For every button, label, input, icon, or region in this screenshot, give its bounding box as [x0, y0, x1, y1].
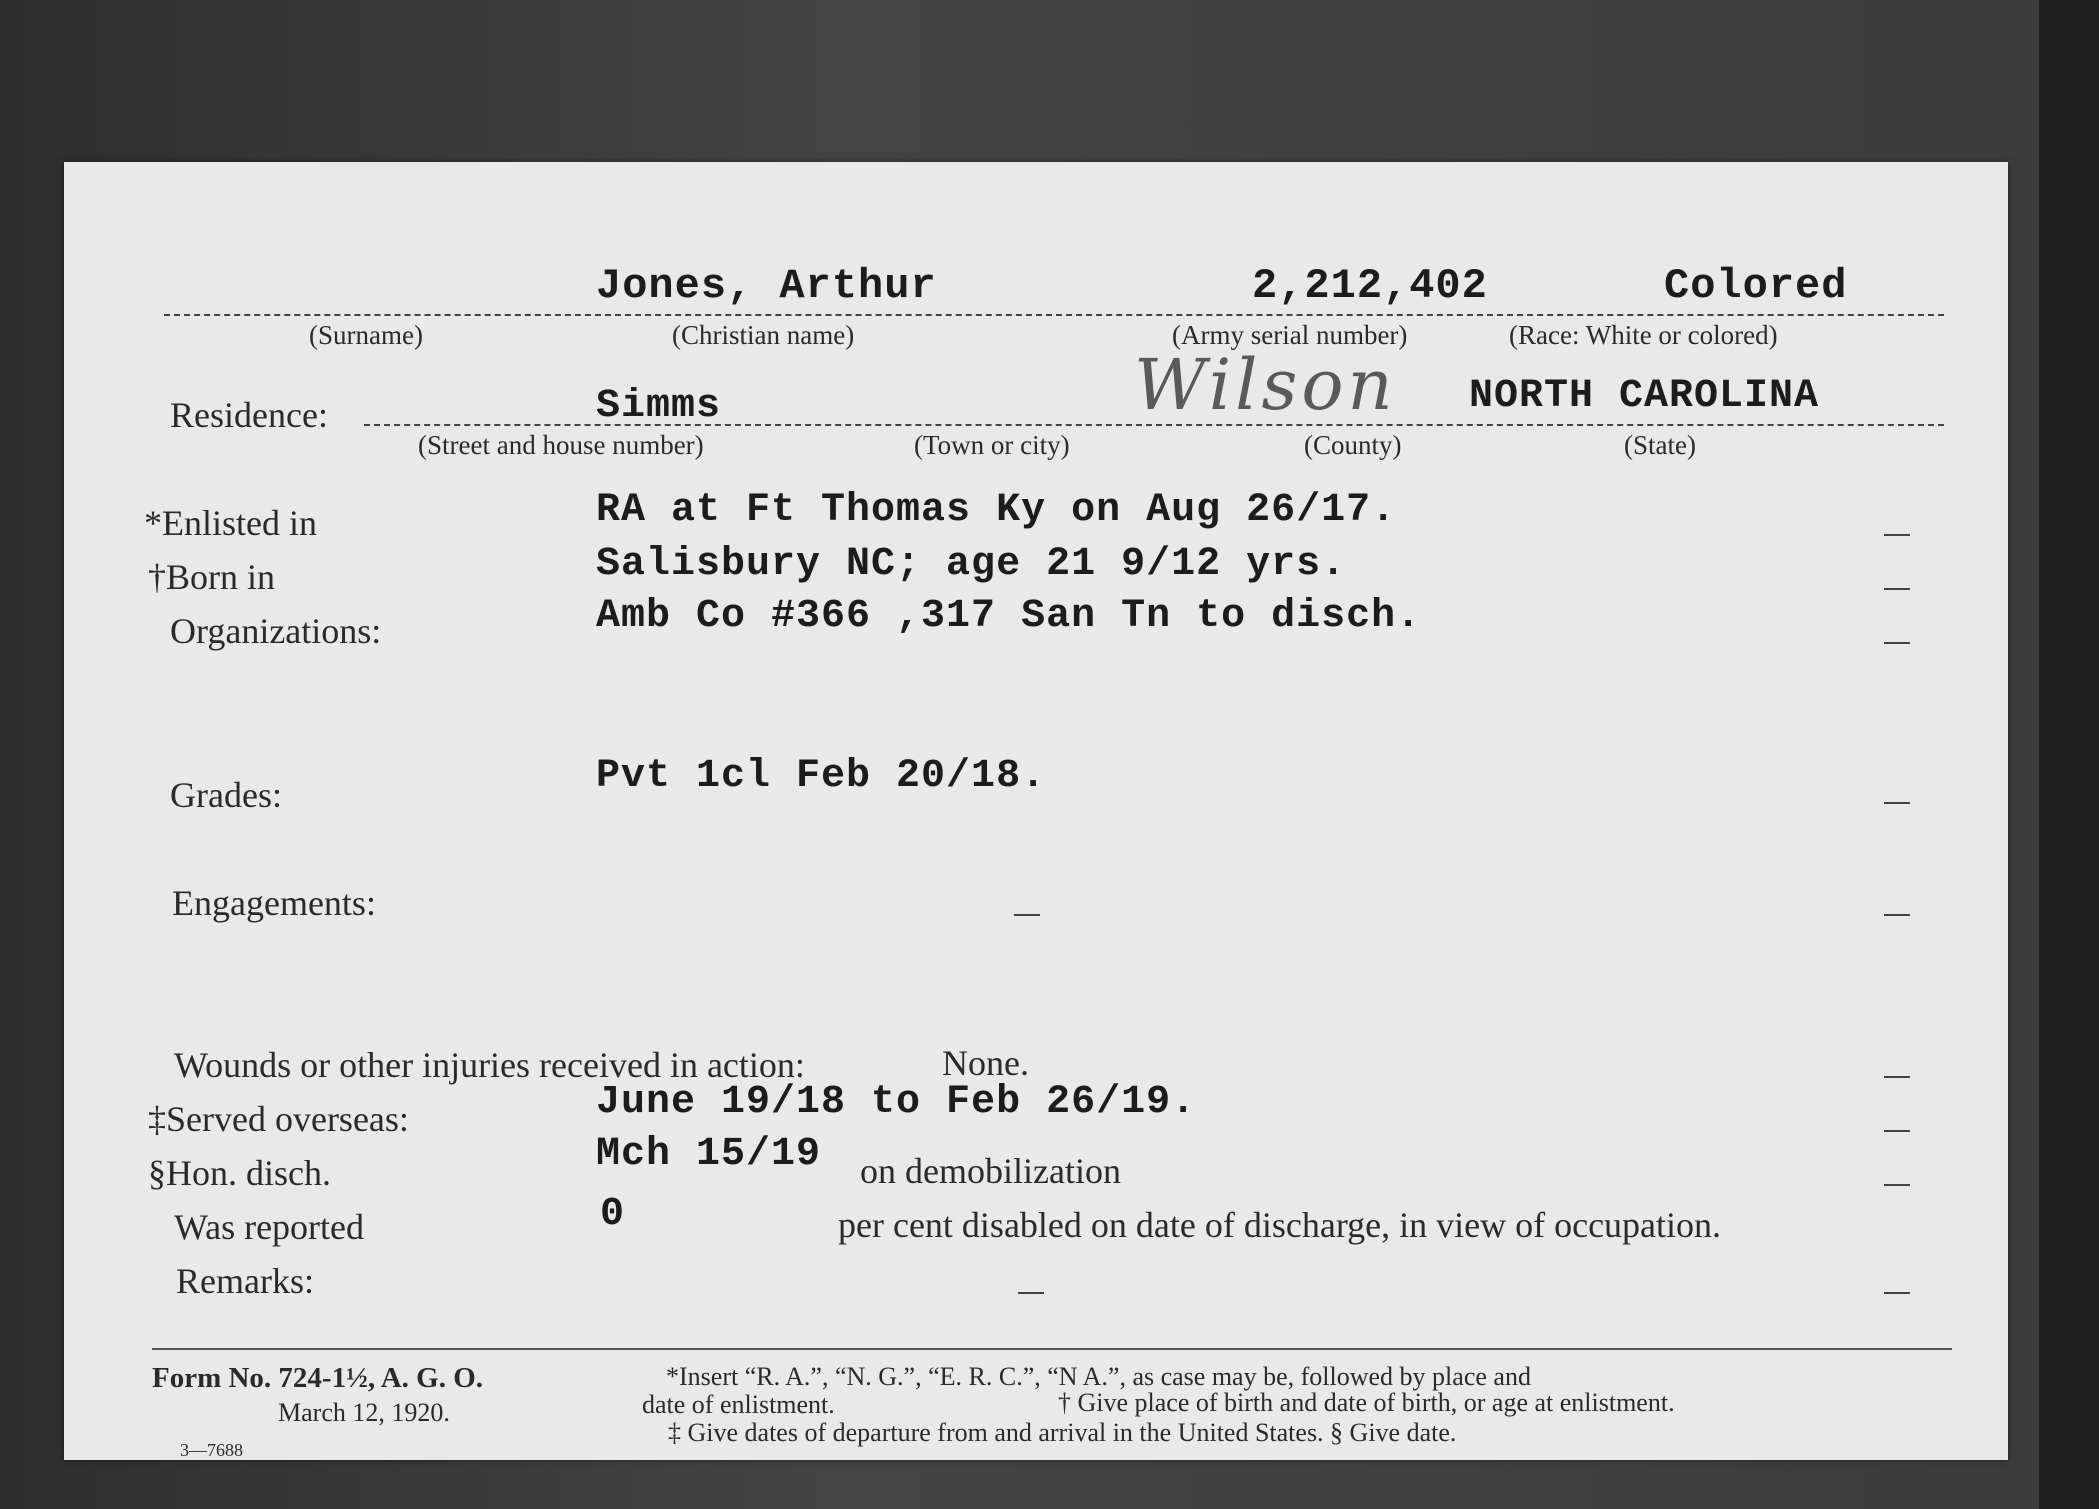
scan-backdrop-edge	[2039, 0, 2099, 1509]
race-value: Colored	[1664, 262, 1848, 310]
enlisted-value: RA at Ft Thomas Ky on Aug 26/17.	[596, 488, 1397, 533]
surname-caption: (Surname)	[309, 320, 423, 350]
christian-name-caption: (Christian name)	[672, 320, 855, 350]
wounds-value: None.	[942, 1043, 1029, 1083]
grades-value: Pvt 1cl Feb 20/18.	[596, 754, 1047, 799]
residence-rule	[364, 424, 1944, 426]
served-overseas-label: ‡Served overseas:	[148, 1099, 409, 1139]
hon-disch-date: Mch 15/19	[596, 1132, 822, 1177]
remarks-end-dash	[1884, 1292, 1910, 1294]
overseas-end-dash	[1884, 1130, 1910, 1132]
footnote-line-2b: † Give place of birth and date of birth, or age at enlistment.	[1058, 1388, 1675, 1417]
residence-state: NORTH CAROLINA	[1469, 374, 1820, 419]
footnote-line-3: ‡ Give dates of departure from and arrival in the United States. § Give date.	[668, 1418, 1457, 1447]
state-caption: (State)	[1624, 430, 1696, 460]
remarks-mid-dash	[1018, 1292, 1044, 1294]
disch-end-dash	[1884, 1184, 1910, 1186]
service-record-card	[64, 162, 2008, 1460]
footer-rule	[152, 1348, 1952, 1350]
form-number: Form No. 724-1½, A. G. O.	[152, 1362, 484, 1394]
reported-label: Was reported	[174, 1207, 365, 1247]
county-caption: (County)	[1304, 430, 1402, 460]
organizations-end-dash	[1884, 642, 1910, 644]
army-serial-number: 2,212,402	[1252, 262, 1488, 310]
engagements-end-dash	[1884, 914, 1910, 916]
footnote-line-1: *Insert “R. A.”, “N. G.”, “E. R. C.”, “N A.”, as case may be, followed by place and	[666, 1362, 1531, 1391]
soldier-name: Jones, Arthur	[596, 262, 937, 310]
footnote-line-2a: date of enlistment.	[642, 1390, 835, 1419]
header-rule	[164, 314, 1944, 316]
town-caption: (Town or city)	[914, 430, 1070, 460]
born-end-dash	[1884, 588, 1910, 590]
enlisted-end-dash	[1884, 534, 1910, 536]
wounds-end-dash	[1884, 1076, 1910, 1078]
served-overseas-value: June 19/18 to Feb 26/19.	[596, 1080, 1197, 1125]
reported-value: 0	[600, 1192, 626, 1237]
wounds-label: Wounds or other injuries received in action:	[174, 1045, 805, 1085]
grades-label: Grades:	[170, 775, 282, 815]
born-label: †Born in	[148, 557, 276, 597]
born-value: Salisbury NC; age 21 9/12 yrs.	[596, 542, 1347, 587]
residence-county-handwritten: Wilson	[1134, 344, 1397, 426]
organizations-label: Organizations:	[170, 611, 382, 651]
remarks-label: Remarks:	[176, 1261, 314, 1301]
residence-street: Simms	[596, 384, 722, 429]
organizations-value: Amb Co #366 ,317 San Tn to disch.	[596, 594, 1422, 639]
race-caption: (Race: White or colored)	[1509, 320, 1778, 350]
residence-label: Residence:	[170, 395, 328, 435]
street-caption: (Street and house number)	[418, 430, 704, 460]
engagements-label: Engagements:	[172, 883, 376, 923]
print-code: 3—7688	[180, 1440, 243, 1460]
hon-disch-label: §Hon. disch.	[148, 1153, 331, 1193]
form-date: March 12, 1920.	[278, 1398, 450, 1427]
enlisted-label: *Enlisted in	[144, 503, 317, 543]
grades-end-dash	[1884, 802, 1910, 804]
serial-caption: (Army serial number)	[1172, 320, 1408, 350]
engagements-mid-dash	[1014, 914, 1040, 916]
hon-disch-suffix: on demobilization	[860, 1151, 1121, 1191]
reported-suffix: per cent disabled on date of discharge, in view of occupation.	[838, 1205, 1722, 1245]
